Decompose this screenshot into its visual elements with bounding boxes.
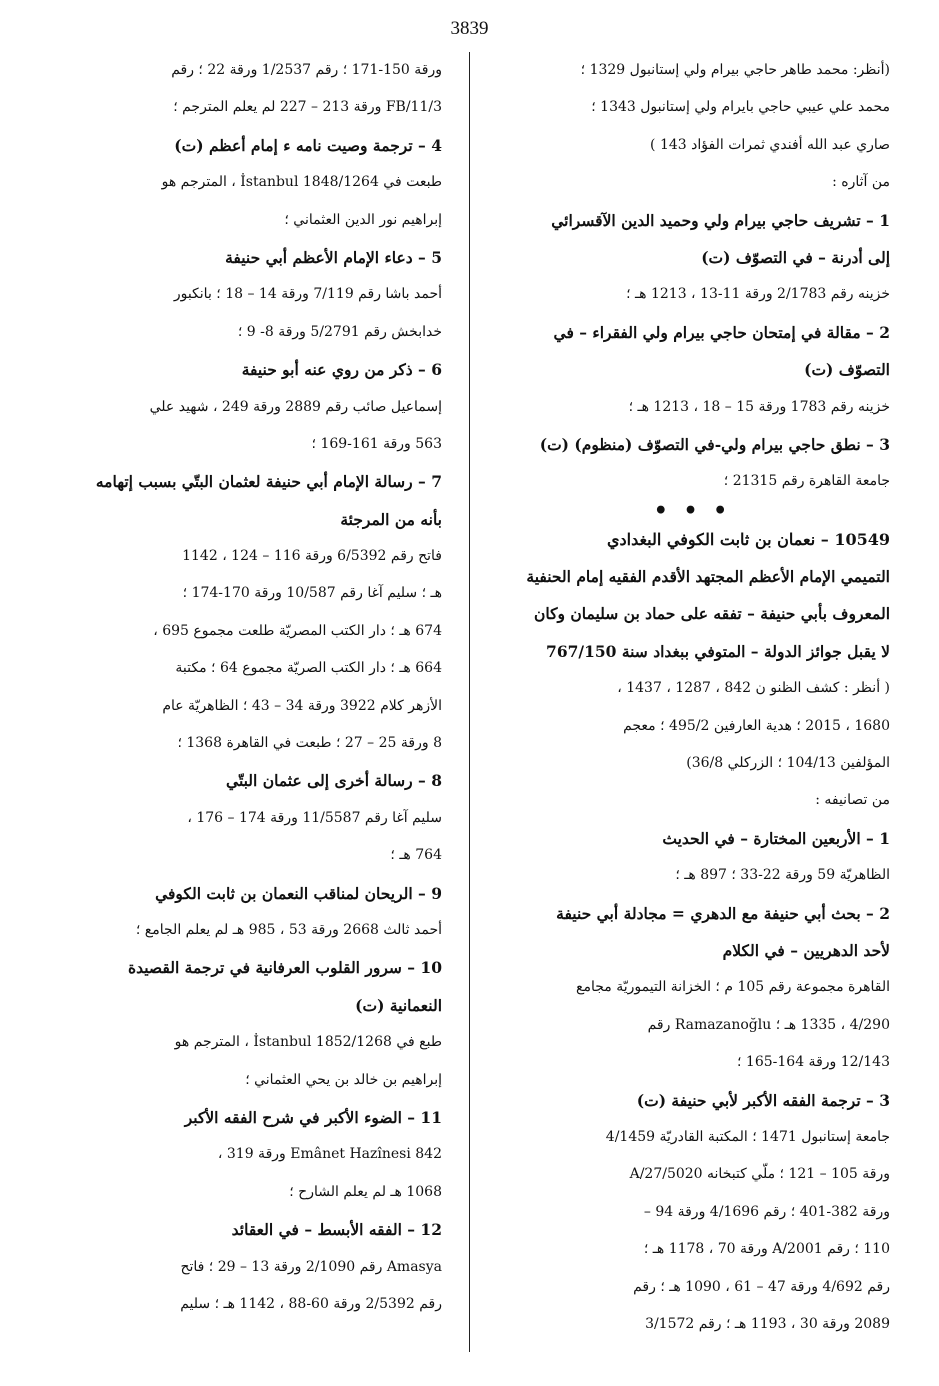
left-column [47, 52, 442, 1323]
text-line: محمد علي عيبي حاجي بايرام ولي إستانبول 1343 ؛ [591, 99, 890, 116]
text-line: طبع في İstanbul 1852/1268 ، المترجم هو [174, 1034, 442, 1051]
entry-title-line: 5 – دعاء الإمام الأعظم أبي حنيفة [225, 247, 442, 267]
text-line: 1068 هـ لم يعلم الشارح ؛ [289, 1183, 442, 1200]
entry-title-line: 7 – رسالة الإمام أبي حنيفة لعثمان البتّي بسبب إتهامه [95, 472, 442, 492]
entry-title-line: 6 – ذكر من روي عنه أبو حنيفة [241, 360, 442, 380]
text-line: رقم 4/692 ورقة 47 – 61 ، 1090 هـ ؛ رقم [633, 1278, 890, 1295]
entry-title-line: 1 – تشريف حاجي بيرام ولي وحميد الدين الآقسرائي [551, 210, 890, 230]
page-number: 3839 [450, 18, 489, 39]
entry-title-line: بأنه من المرجئة [340, 509, 442, 529]
text-line: سليم آغا رقم 11/5587 ورقة 174 – 176 ، [187, 809, 442, 826]
text-line: 1680 ، 2015 ؛ هدية العارفين 495/2 ؛ معجم [623, 717, 890, 734]
text-line: هـ ؛ سليم آغا رقم 10/587 ورقة 170-174 ؛ [182, 585, 442, 602]
entry-title-line: التميمي الإمام الأعظم المجتهد الأقدم الفقيه إمام الحنفية [526, 567, 890, 587]
text-line: 4/290 ، 1335 هـ ؛ Ramazanoğlu رقم [647, 1016, 890, 1033]
entry-title-line: 3 – نطق حاجي بيرام ولي-في التصوّف (منظوم) (ت) [539, 434, 890, 454]
text-line: 11/3/FB ورقة 213 – 227 لم يعلم المترجم ؛ [173, 99, 442, 116]
right-column [495, 52, 890, 1343]
text-line: (أنظر: محمد طاهر حاجي بيرام ولي إستانبول 1329 ؛ [580, 62, 890, 78]
entry-title-line: 10549 – نعمان بن ثابت الكوفي البغدادي [606, 529, 890, 549]
text-line: خزينه رقم 1783 ورقة 15 – 18 ، 1213 هـ ؛ [628, 398, 890, 415]
text-line: المؤلفين 104/13 ؛ الزركلي 36/8) [686, 755, 890, 772]
text-line: من آثاره : [832, 174, 890, 191]
entry-title-line: إلى أدرنة – في التصوّف (ت) [701, 247, 890, 267]
text-line: 8 ورقة 25 – 27 ؛ طبعت في القاهرة 1368 ؛ [177, 735, 442, 752]
text-line: 563 ورقة 161-169 ؛ [311, 435, 442, 452]
text-line: أحمد ثالث 2668 ورقة 53 ، 985 هـ لم يعلم الجامع ؛ [135, 921, 442, 938]
text-line: 2089 ورقة 30 ، 1193 هـ ؛ رقم 3/1572 [645, 1315, 890, 1332]
text-line: 674 هـ ؛ دار الكتب المصريّة طلعت مجموع 695 ، [153, 622, 442, 639]
entry-title-line: 3 – ترجمة الفقه الأكبر لأبي حنيفة (ت) [636, 1090, 890, 1110]
text-line: أحمد باشا رقم 7/119 ورقة 14 – 18 ؛ بانكبور [173, 286, 442, 303]
text-line: إبراهيم نور الدين العثماني ؛ [284, 211, 442, 228]
entry-title-line: 2 – بحث أبي حنيفة مع الدهري = مجادلة أبي حنيفة [556, 903, 890, 923]
text-line: فاتح رقم 6/5392 ورقة 116 – 124 ، 1142 [182, 548, 442, 565]
entry-title-line: المعروف بأبي حنيفة – تفقه على حماد بن سليمان وكان [534, 604, 890, 624]
text-line: ورقة 105 – 121 ؛ ملّي كتبخانه 27/5020/A [629, 1166, 890, 1183]
text-line: الظاهريّة 59 ورقة 22-33 ؛ 897 هـ ؛ [675, 867, 890, 884]
text-line: إبراهيم بن خالد بن يحي العثماني ؛ [245, 1071, 442, 1088]
text-line: Amasya رقم 2/1090 ورقة 13 – 29 ؛ فاتح [180, 1258, 442, 1275]
entry-title-line: 1 – الأربعين المختارة – في الحديث [662, 828, 890, 848]
text-line: 764 هـ ؛ [390, 847, 442, 864]
entry-title-line: لا يقبل جوائز الدولة – المتوفي ببغداد سنة 767/150 [546, 641, 890, 661]
text-line: 664 هـ ؛ دار الكتب الصريّة مجموع 64 ؛ مكتبة [175, 660, 442, 677]
text-line: القاهرة مجموعة رقم 105 م ؛ الخزانة التيموريّة مجامع [576, 979, 890, 996]
text-line: جامعة القاهرة رقم 21315 ؛ [723, 473, 890, 490]
entry-title-line: 2 – مقالة في إمتحان حاجي بيرام ولي الفقراء – في [553, 322, 890, 342]
text-line: 110 ؛ رقم 2001/A ورقة 70 ، 1178 هـ ؛ [643, 1241, 890, 1258]
text-line: إسماعيل صائب رقم 2889 ورقة 249 ، شهيد علي [149, 398, 442, 415]
entry-title-line: 12 – الفقه الأبسط – في العقائد [231, 1220, 442, 1240]
text-line: جامعة إستانبول 1471 ؛ المكتبة القادريّة 4/1459 [605, 1128, 890, 1145]
entry-title-line: لأحد الدهريين – في الكلام [722, 940, 890, 960]
entry-title-line: النعمانية (ت) [355, 995, 442, 1015]
entry-title-line: 10 – سرور القلوب العرفانية في ترجمة القصيدة [128, 958, 442, 978]
text-line: 12/143 ورقة 164-165 ؛ [737, 1054, 890, 1071]
text-line: ( أنظر : كشف الظنو ن 842 ، 1287 ، 1437 ، [617, 680, 890, 697]
entry-title-line: التصوّف (ت) [804, 360, 890, 380]
text-line: خزينه رقم 2/1783 ورقة 11-13 ، 1213 هـ ؛ [626, 286, 890, 303]
text-line: من تصانيفه : [815, 792, 890, 809]
column-divider [469, 52, 470, 1352]
text-line: ورقة 150-171 ؛ رقم 1/2537 ورقة 22 ؛ رقم [171, 62, 442, 78]
text-line: طبعت في İstanbul 1848/1264 ، المترجم هو [161, 174, 442, 191]
entry-title-line: 11 – الضوء الأكبر في شرح الفقه الأكبر [184, 1107, 442, 1127]
entry-title-line: 9 – الريحان لمناقب النعمان بن ثابت الكوفي [155, 883, 442, 903]
text-line: الأزهر كلام 3922 ورقة 34 – 43 ؛ الظاهريّة عام [162, 697, 442, 714]
separator-dots: • • • [653, 497, 732, 524]
text-line: Emânet Hazînesi 842 ورقة 319 ، [217, 1146, 442, 1163]
text-line: صاري عبد الله أفندي ثمرات الفؤاد 143 ) [650, 136, 890, 153]
entry-title-line: 4 – ترجمة وصيت نامه ء إمام أعظم (ت) [174, 135, 442, 155]
text-line: ورقة 382-401 ؛ رقم 4/1696 ورقة 94 – [643, 1203, 890, 1220]
entry-title-line: 8 – رسالة أخرى إلى عثمان البتّي [226, 771, 442, 791]
text-line: خدابخش رقم 5/2791 ورقة 8- 9 ؛ [237, 323, 442, 340]
text-line: رقم 2/5392 ورقة 60-88 ، 1142 هـ ؛ سليم [180, 1295, 442, 1312]
